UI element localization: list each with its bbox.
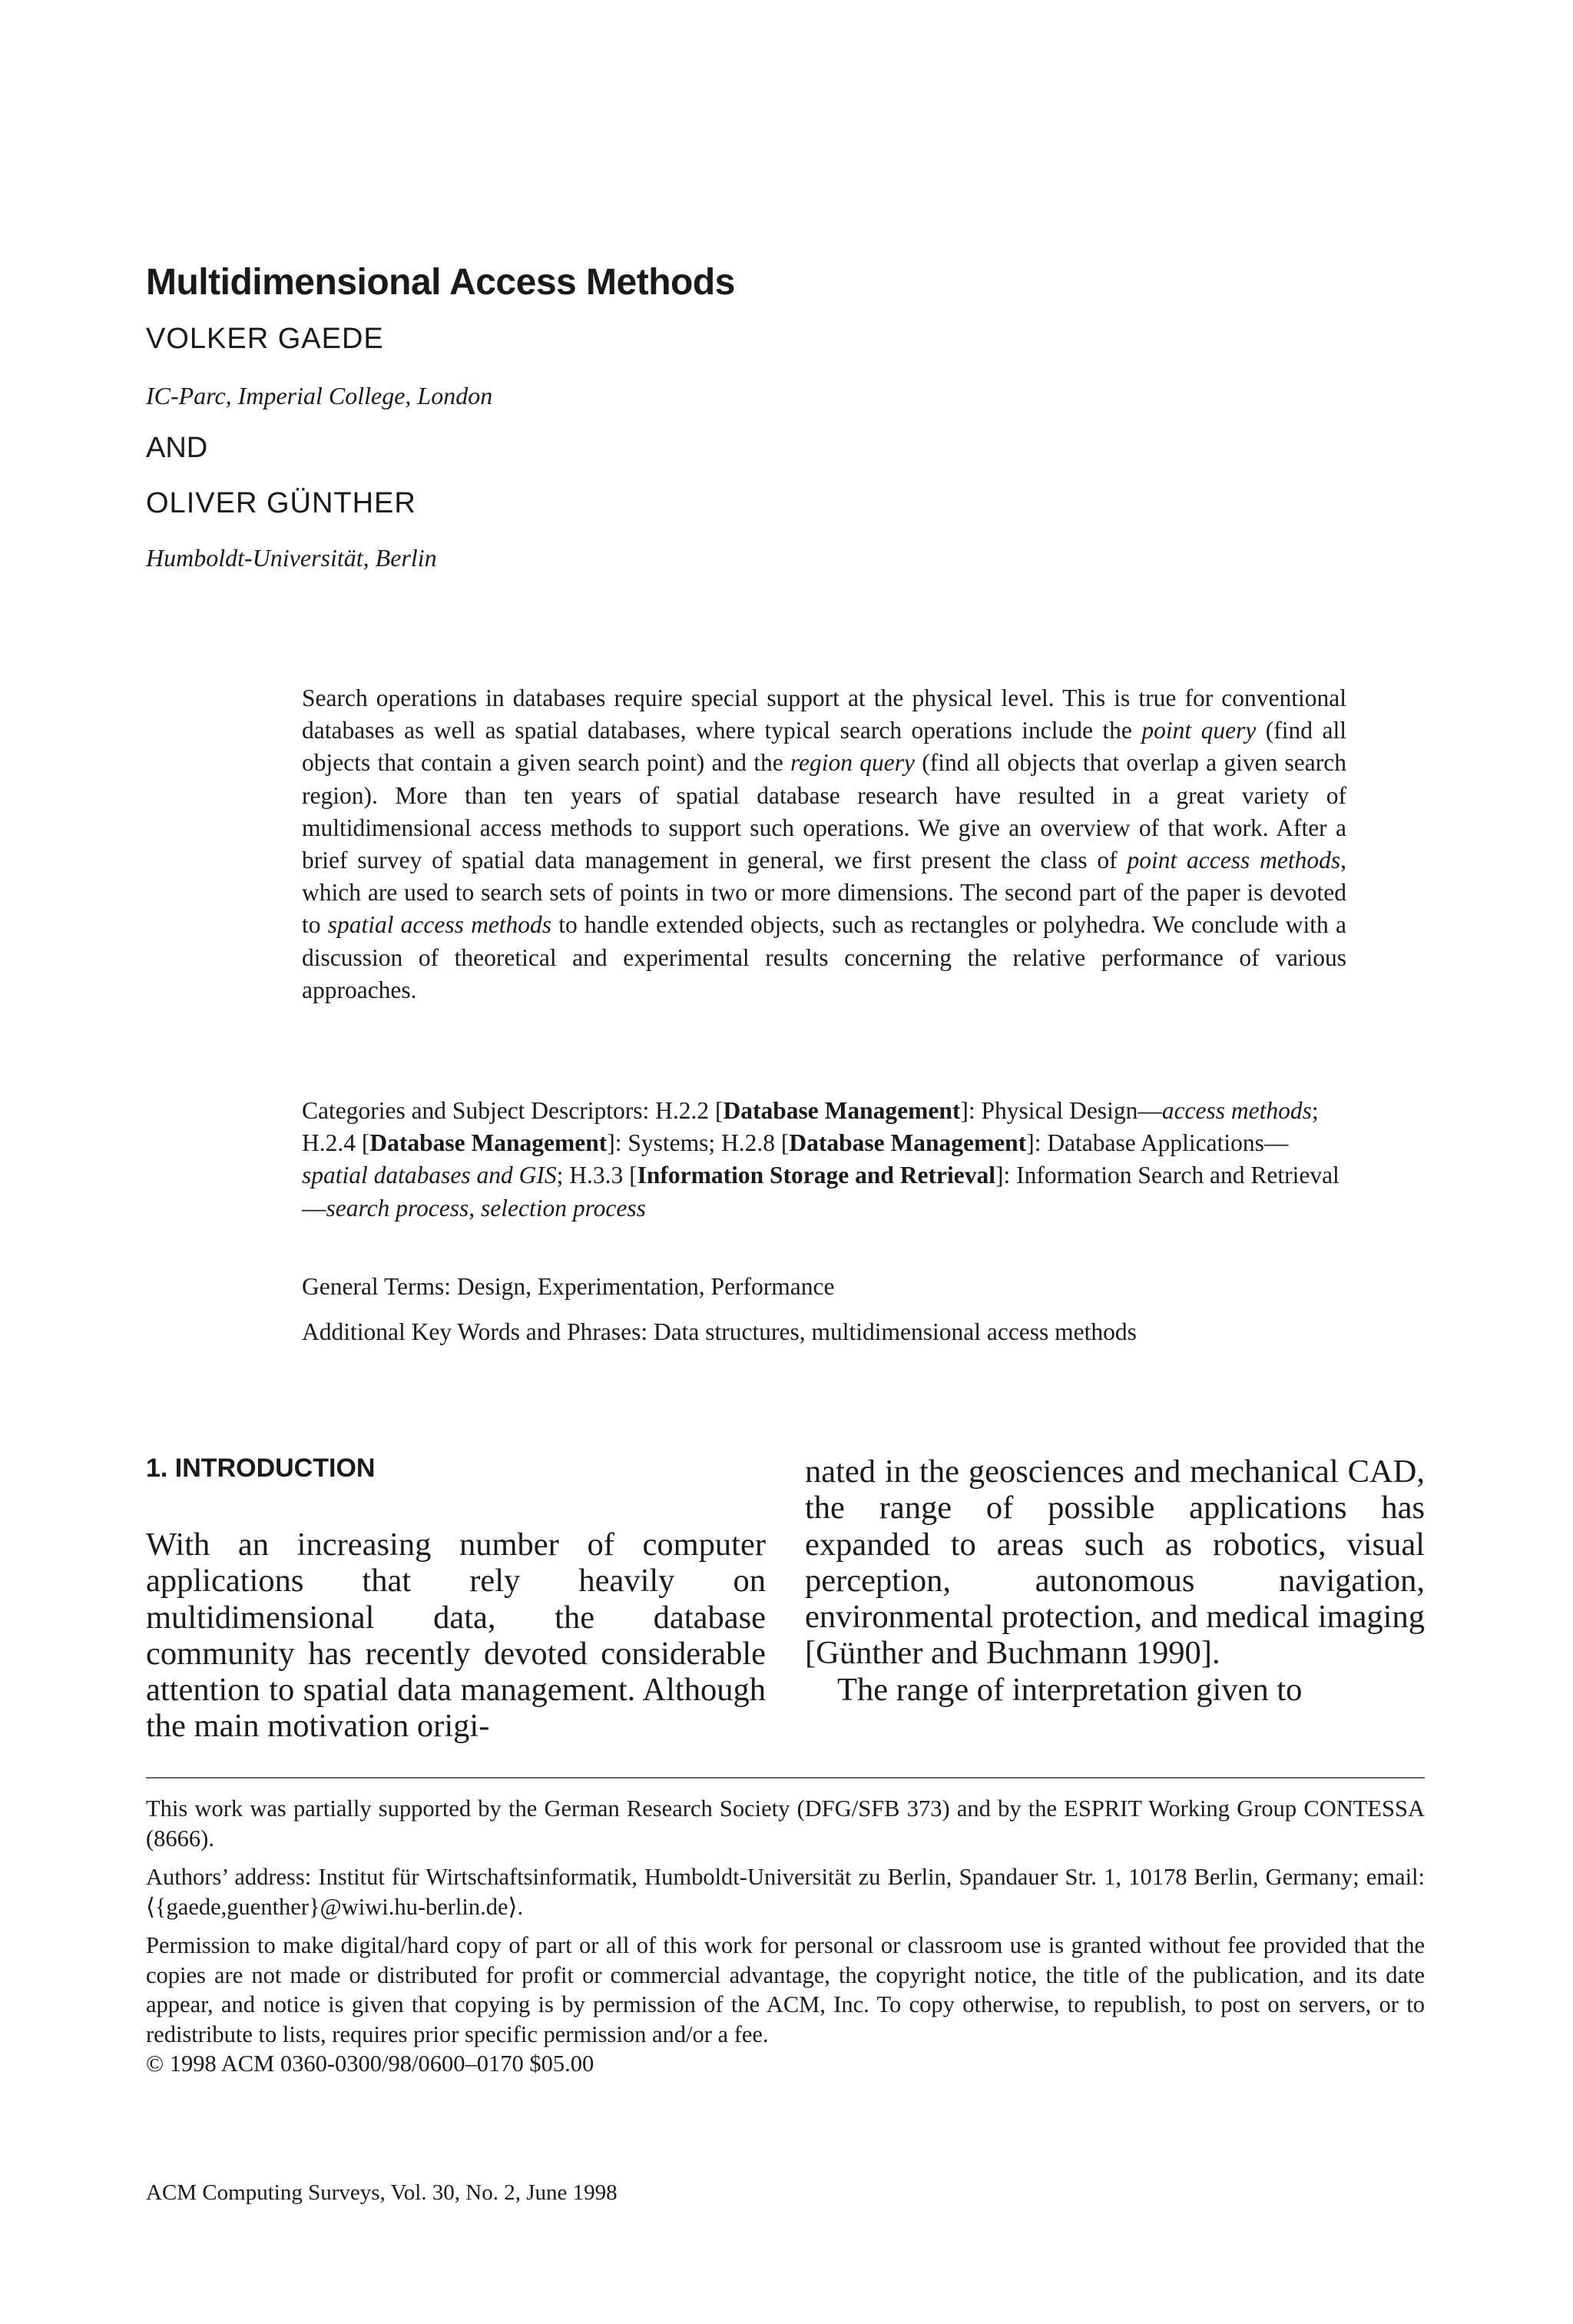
abstract-term: point access methods	[1127, 847, 1341, 874]
footnotes	[146, 1794, 1425, 2079]
abstract-text: , which are used to search sets of points in two or more dimensions. The second part of the paper is devoted to	[302, 847, 1346, 939]
footnote-copyright: © 1998 ACM 0360-0300/98/0600–0170 $05.00	[146, 2050, 594, 2077]
section-heading-introduction: 1. INTRODUCTION	[146, 1454, 376, 1483]
categories-text: ; H.3.3 [	[556, 1162, 637, 1189]
categories-descriptors	[302, 1095, 1346, 1225]
categories-bold: Database Management	[723, 1097, 961, 1124]
intro-left-column	[146, 1527, 766, 1745]
abstract-paragraph	[302, 682, 1346, 1006]
author-affiliation-2: Humboldt-Universität, Berlin	[146, 544, 437, 572]
footnote-support: This work was partially supported by the German Research Society (DFG/SFB 373) and by the ESPRIT Working Group CONTESSA (8666).	[146, 1795, 1425, 1852]
abstract-term: point query	[1141, 717, 1257, 744]
author-name-2: OLIVER GÜNTHER	[146, 487, 416, 519]
categories-text: ]: Physical Design—	[960, 1097, 1162, 1124]
categories-bold: Information Storage and Retrieval	[637, 1162, 995, 1189]
intro-paragraph: nated in the geosciences and mechanical CAD, the range of possible applications has expanded to areas such as robotics, visual perception, autonomous navigation, environmental protection, and medical imaging [Günther and Buchmann 1990].	[805, 1454, 1425, 1672]
abstract-text: (find all objects that contain a given search point) and the	[302, 717, 1346, 777]
footnote-address: Authors’ address: Institut für Wirtschaftsinformatik, Humboldt-Universität zu Berlin, Spandauer Str. 1, 10178 Berlin, Germany; email: ⟨{gaede,guenther}@wiwi.hu-berlin.de⟩.	[146, 1864, 1425, 1920]
abstract-term: spatial access methods	[327, 911, 552, 939]
intro-paragraph: The range of interpretation given to	[837, 1671, 1303, 1708]
abstract	[302, 682, 1346, 1006]
categories-text: ]: Information Search and Retrieval—	[302, 1162, 1340, 1222]
additional-keywords: Additional Key Words and Phrases: Data structures, multidimensional access methods	[302, 1318, 1137, 1345]
categories-italic: access methods	[1161, 1097, 1312, 1124]
categories-text: ; H.2.4 [	[302, 1097, 1319, 1157]
intro-paragraph: With an increasing number of computer applications that rely heavily on multidimensional data, the database community has recently devoted considerable attention to spatial data management. Although the main motivation origi-	[146, 1527, 766, 1745]
categories-bold: Database Management	[789, 1129, 1027, 1157]
abstract-term: region query	[790, 749, 916, 777]
author-name-1: VOLKER GAEDE	[146, 323, 384, 355]
categories-bold: Database Management	[369, 1129, 608, 1157]
abstract-text: to handle extended objects, such as rectangles or polyhedra. We conclude with a discussion of theoretical and experimental results concerning the relative performance of various approaches.	[302, 911, 1346, 1003]
general-terms: General Terms: Design, Experimentation, Performance	[302, 1273, 835, 1300]
author-separator: AND	[146, 432, 208, 464]
intro-right-column	[805, 1454, 1425, 1708]
author-affiliation-1: IC-Parc, Imperial College, London	[146, 382, 493, 409]
categories-text: ]: Systems; H.2.8 [	[607, 1129, 790, 1157]
categories-text: Categories and Subject Descriptors: H.2.2 [	[302, 1097, 724, 1124]
categories-italic: spatial databases and GIS	[302, 1162, 557, 1189]
footnote-permission: Permission to make digital/hard copy of part or all of this work for personal or classroom use is granted without fee provided that the copies are not made or distributed for profit or commercial advantage, the copyright notice, the title of the publication, and its date appear, and notice is given that copying is by permission of the ACM, Inc. To copy otherwise, to republish, to post on servers, or to redistribute to lists, requires prior specific permission and/or a fee.	[146, 1932, 1425, 2047]
paper-title: Multidimensional Access Methods	[146, 262, 735, 303]
abstract-text: (find all objects that overlap a given search region). More than ten years of spatial database research have resulted in a great variety of multidimensional access methods to support such operations. We give an overview of that work. After a brief survey of spatial data management in general, we first present the class of	[302, 749, 1346, 874]
footnote-divider	[146, 1777, 1425, 1779]
abstract-text: Search operations in databases require special support at the physical level. This is true for conventional databases as well as spatial databases, where typical search operations include the	[302, 685, 1346, 744]
journal-footer: ACM Computing Surveys, Vol. 30, No. 2, June 1998	[146, 2180, 618, 2205]
categories-text: ]: Database Applications—	[1026, 1129, 1289, 1157]
categories-italic: search process, selection process	[326, 1194, 646, 1222]
